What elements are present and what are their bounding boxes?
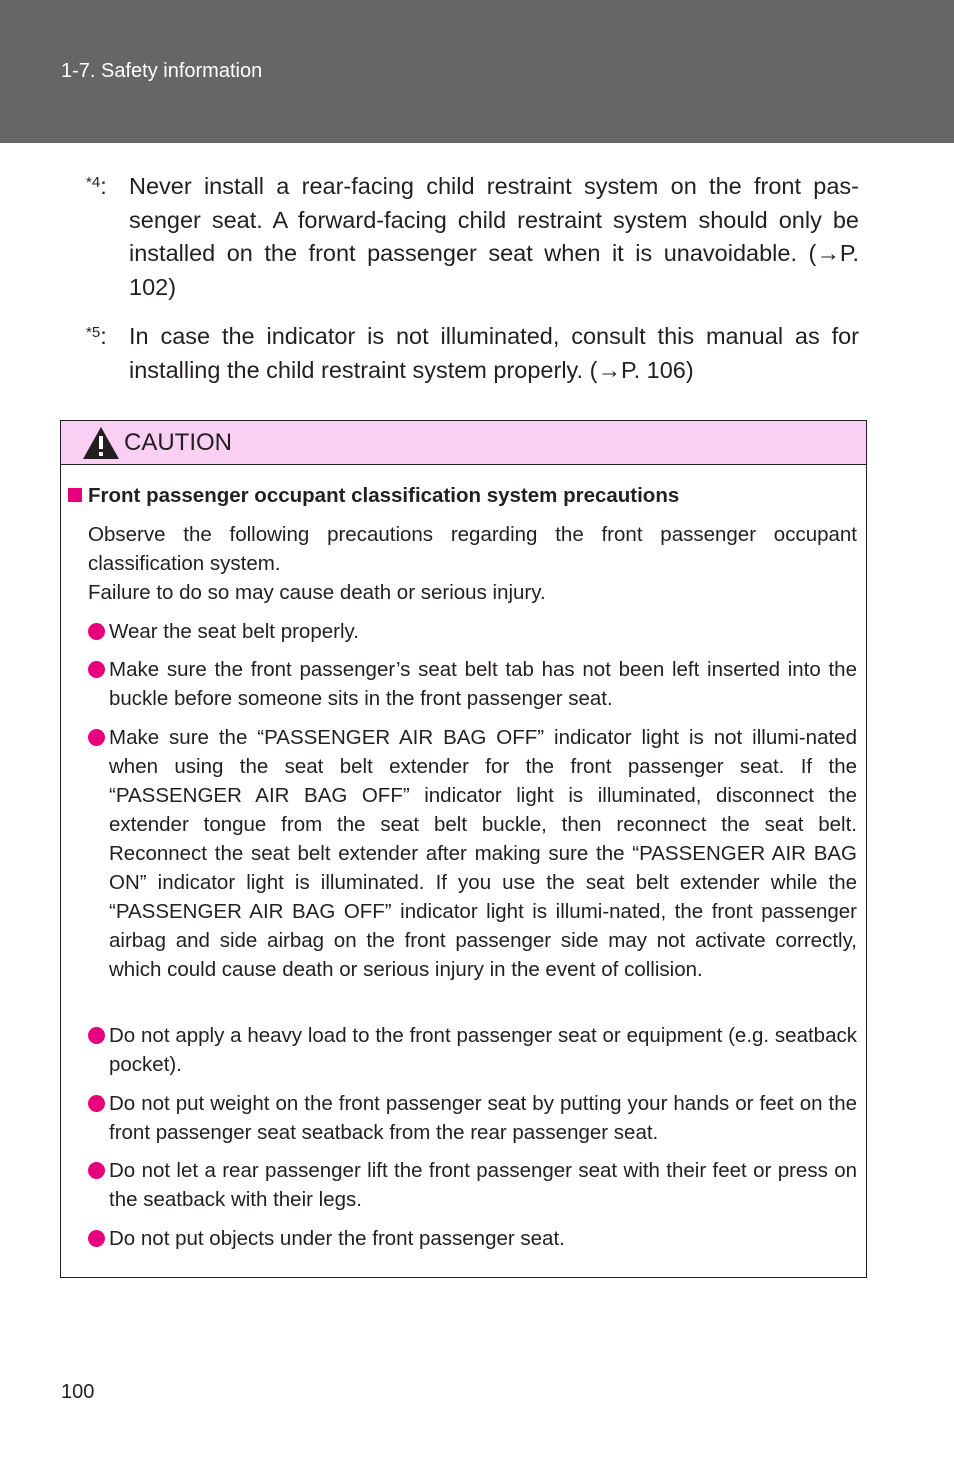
- page-header: [0, 0, 954, 143]
- caution-header: [61, 421, 866, 465]
- footnote-marker: $^{*5}$:: [86, 323, 107, 349]
- footnote-text: In case the indicator is not illuminated, consult this manual as for installing the child restraint system properly. (→P. 106): [129, 323, 859, 383]
- bullet-dot-icon: [88, 729, 105, 746]
- bullet-item: Make sure the front passenger’s seat belt tab has not been left inserted into the buckle before someone sits in the front passenger seat.: [88, 655, 857, 713]
- bullet-item: Do not let a rear passenger lift the front passenger seat with their feet or press on the seatback with their legs.: [88, 1156, 857, 1214]
- bullet-dot-icon: [88, 1230, 105, 1247]
- square-bullet-icon: [68, 488, 82, 502]
- footnote-4: [86, 170, 859, 304]
- bullet-item: Do not put weight on the front passenger seat by putting your hands or feet on the front passenger seat seatback from the rear passenger seat.: [88, 1089, 857, 1147]
- bullet-dot-icon: [88, 1162, 105, 1179]
- caution-label: CAUTION: [124, 429, 232, 456]
- page-number: 100: [61, 1381, 95, 1403]
- bullet-dot-icon: [88, 1027, 105, 1044]
- bullet-dot-icon: [88, 623, 105, 640]
- section-title: 1-7. Safety information: [61, 60, 263, 82]
- bullet-item: Do not put objects under the front passenger seat.: [88, 1224, 857, 1253]
- footnote-text: Never install a rear-facing child restraint system on the front pas-senger seat. A forward-facing child restraint system should only be installed on the front passenger seat when it is unavoidable. (→P. 102): [129, 173, 859, 300]
- warning-triangle-icon: [82, 426, 120, 460]
- bullet-dot-icon: [88, 661, 105, 678]
- intro-text: Observe the following precautions regarding the front passenger occupant classification system.: [88, 523, 857, 575]
- intro-warning-text: Failure to do so may cause death or serious injury.: [88, 581, 546, 604]
- bullet-item: Do not apply a heavy load to the front passenger seat or equipment (e.g. seatback pocket).: [88, 1021, 857, 1079]
- bullet-item: Wear the seat belt properly.: [88, 617, 857, 646]
- footnote-5: [86, 320, 859, 387]
- bullet-item: Make sure the “PASSENGER AIR BAG OFF” indicator light is not illumi-nated when using the seat belt extender for the front passenger seat. If the “PASSENGER AIR BAG OFF” indicator light is illuminated, disconnect the extender tongue from the seat belt buckle, then reconnect the seat belt. Reconnect the seat belt extender after making sure the “PASSENGER AIR BAG ON” indicator light is illuminated. If you use the seat belt extender while the “PASSENGER AIR BAG OFF” indicator light is illumi-nated, the front passenger airbag and side airbag on the front passenger side may not activate correctly, which could cause death or serious injury in the event of collision.: [88, 723, 857, 984]
- footnote-marker: $^{*4}$:: [86, 173, 107, 199]
- bullet-dot-icon: [88, 1095, 105, 1112]
- caution-box: [60, 420, 867, 1278]
- precautions-heading: Front passenger occupant classification system precautions: [68, 484, 679, 508]
